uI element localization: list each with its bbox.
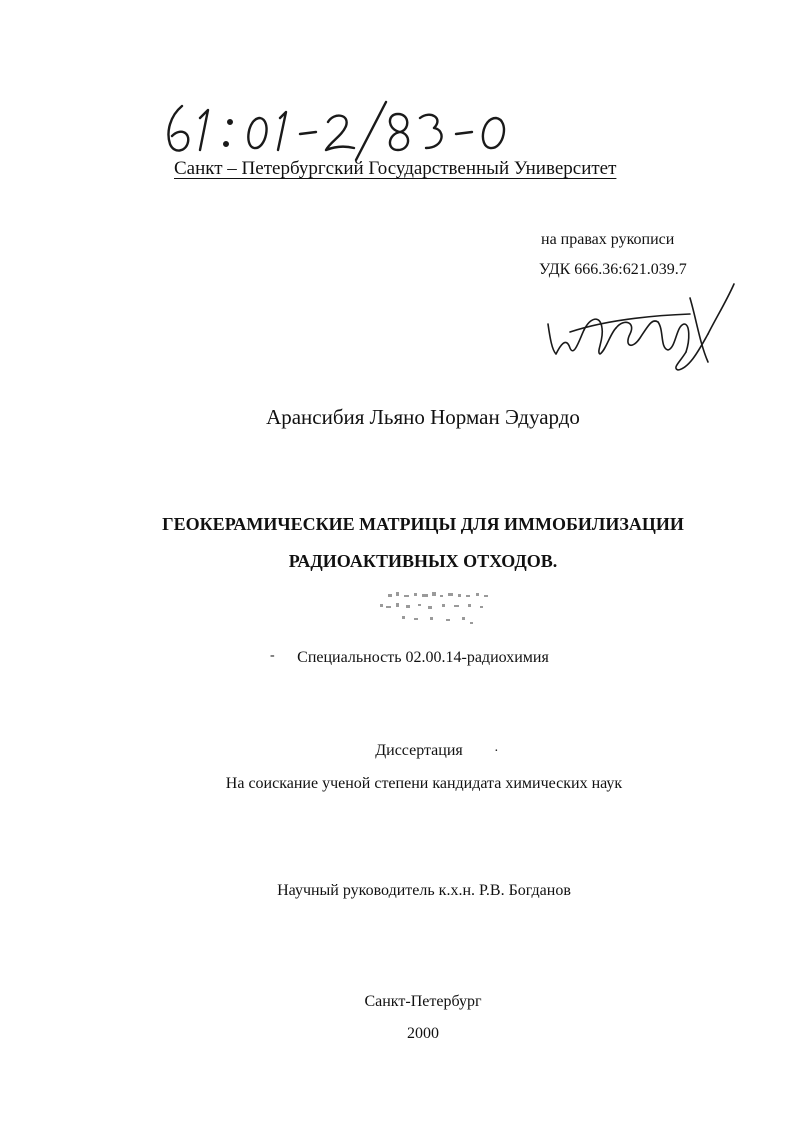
degree-statement: На соискание ученой степени кандидата химических наук bbox=[225, 775, 623, 792]
title-line-2: РАДИОАКТИВНЫХ ОТХОДОВ. bbox=[288, 551, 558, 571]
scientific-advisor: Научный руководитель к.х.н. Р.В. Богданов bbox=[277, 882, 571, 899]
dissertation-label: Диссертация bbox=[375, 742, 463, 759]
title-line-1: ГЕОКЕРАМИЧЕСКИЕ МАТРИЦЫ ДЛЯ ИММОБИЛИЗАЦИИ bbox=[162, 514, 684, 534]
dissertation-stray-mark: · bbox=[494, 744, 499, 759]
faded-library-stamp bbox=[370, 586, 505, 632]
university-name: Санкт – Петербургский Государственный Университет bbox=[174, 158, 617, 179]
year: 2000 bbox=[407, 1025, 439, 1042]
specialty: Специальность 02.00.14-радиохимия bbox=[297, 649, 549, 666]
city: Санкт-Петербург bbox=[364, 993, 482, 1010]
handwritten-shelf-code bbox=[160, 98, 520, 162]
author-name: Арансибия Льяно Норман Эдуардо bbox=[266, 405, 580, 429]
specialty-stray-mark: - bbox=[270, 648, 275, 663]
handwritten-signature bbox=[540, 278, 740, 378]
manuscript-rights: на правах рукописи bbox=[541, 231, 675, 248]
udk-code: УДК 666.36:621.039.7 bbox=[539, 261, 687, 278]
